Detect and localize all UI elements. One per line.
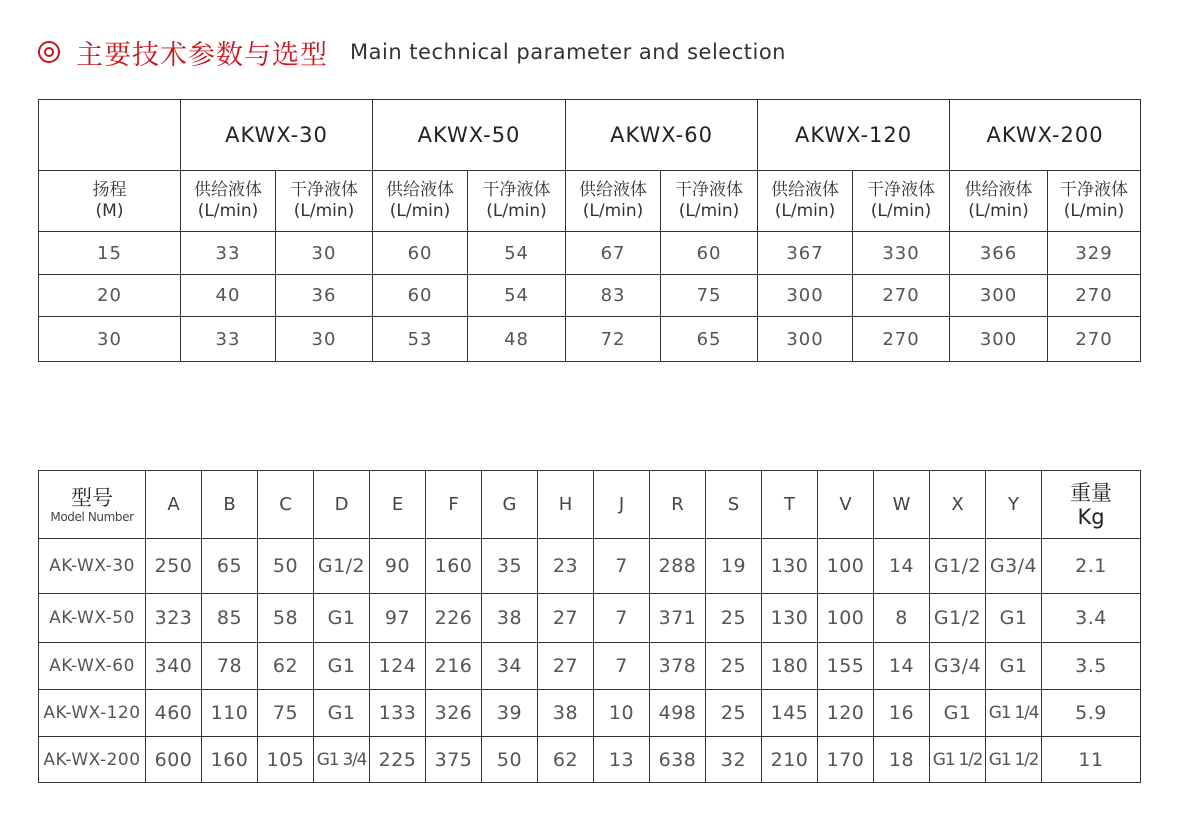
weight-label: 重量 <box>1070 480 1112 505</box>
supply-header <box>950 171 1048 232</box>
dimension-value: 638 <box>650 737 706 783</box>
table-row <box>39 539 1141 594</box>
supply-label: 供给液体 <box>771 180 840 200</box>
column-header: G <box>482 471 538 539</box>
weight-value: 3.5 <box>1042 643 1141 690</box>
clean-label: 干净液体 <box>290 180 358 200</box>
column-header: C <box>258 471 314 539</box>
model-cell: AK-WX-60 <box>39 643 146 690</box>
dimension-value: 340 <box>146 643 202 690</box>
dimension-value: 65 <box>202 539 258 594</box>
dimension-value: 226 <box>426 594 482 643</box>
flow-value: 60 <box>373 232 468 275</box>
dimension-value: 145 <box>762 690 818 737</box>
column-header: E <box>370 471 426 539</box>
model-header: AKWX-60 <box>566 100 758 171</box>
weight-value: 5.9 <box>1042 690 1141 737</box>
dimension-value: 210 <box>762 737 818 783</box>
dimension-value: 35 <box>482 539 538 594</box>
flow-value: 53 <box>373 317 468 362</box>
clean-header <box>468 171 566 232</box>
flow-value: 54 <box>468 275 566 317</box>
flow-value: 33 <box>181 232 276 275</box>
column-header: W <box>874 471 930 539</box>
flow-value: 83 <box>566 275 661 317</box>
dimension-value: G1 <box>986 643 1042 690</box>
column-header: X <box>930 471 986 539</box>
clean-header <box>1048 171 1141 232</box>
corner-cell <box>39 100 181 171</box>
table-row <box>39 690 1141 737</box>
dimension-value: 110 <box>202 690 258 737</box>
model-number-header <box>39 471 146 539</box>
dimension-value: G1 <box>314 594 370 643</box>
weight-value: 11 <box>1042 737 1141 783</box>
dimension-value: 170 <box>818 737 874 783</box>
model-header: AKWX-50 <box>373 100 566 171</box>
flow-unit: (L/min) <box>486 201 547 221</box>
dimension-value: 130 <box>762 539 818 594</box>
sub-header-row <box>39 171 1141 232</box>
dimension-value: 124 <box>370 643 426 690</box>
flow-value: 270 <box>1048 317 1141 362</box>
head-value: 20 <box>39 275 181 317</box>
dimension-value: G1/2 <box>930 594 986 643</box>
column-header: A <box>146 471 202 539</box>
dimension-value: 155 <box>818 643 874 690</box>
flow-value: 65 <box>661 317 758 362</box>
column-header: F <box>426 471 482 539</box>
column-header: H <box>538 471 594 539</box>
table-row <box>39 643 1141 690</box>
model-cell: AK-WX-30 <box>39 539 146 594</box>
flow-value: 30 <box>276 232 373 275</box>
dimension-value: 160 <box>426 539 482 594</box>
column-header: V <box>818 471 874 539</box>
dimension-value: 97 <box>370 594 426 643</box>
dimension-value: 8 <box>874 594 930 643</box>
weight-header <box>1042 471 1141 539</box>
dimension-value: 600 <box>146 737 202 783</box>
dimension-value: 326 <box>426 690 482 737</box>
flow-value: 54 <box>468 232 566 275</box>
dimension-value: G3/4 <box>930 643 986 690</box>
supply-label: 供给液体 <box>386 180 455 200</box>
head-value: 30 <box>39 317 181 362</box>
dimension-value: 23 <box>538 539 594 594</box>
head-header <box>39 171 181 232</box>
column-header: J <box>594 471 650 539</box>
column-header: Y <box>986 471 1042 539</box>
flow-unit: (L/min) <box>293 201 355 221</box>
supply-label: 供给液体 <box>579 180 648 200</box>
dimension-value: 16 <box>874 690 930 737</box>
flow-value: 48 <box>468 317 566 362</box>
flow-value: 30 <box>276 317 373 362</box>
dimension-value: 90 <box>370 539 426 594</box>
flow-value: 60 <box>661 232 758 275</box>
flow-unit: (L/min) <box>197 201 259 221</box>
dimension-value: 38 <box>482 594 538 643</box>
dimension-value: 75 <box>258 690 314 737</box>
dimension-value: 10 <box>594 690 650 737</box>
table-row <box>39 737 1141 783</box>
title-english: Main technical parameter and selection <box>350 40 786 64</box>
flow-value: 270 <box>1048 275 1141 317</box>
flow-value: 67 <box>566 232 661 275</box>
dimension-value: 39 <box>482 690 538 737</box>
weight-value: 2.1 <box>1042 539 1141 594</box>
dimension-value: 25 <box>706 594 762 643</box>
dimension-value: 130 <box>762 594 818 643</box>
dimension-value: 100 <box>818 539 874 594</box>
double-circle-icon <box>38 41 60 63</box>
dimension-value: 25 <box>706 643 762 690</box>
column-header: B <box>202 471 258 539</box>
dimension-value: 7 <box>594 539 650 594</box>
dimension-value: G1/2 <box>314 539 370 594</box>
model-label-zh: 型号 <box>71 485 113 510</box>
supply-header <box>181 171 276 232</box>
clean-label: 干净液体 <box>482 180 551 200</box>
dimension-value: G1 <box>930 690 986 737</box>
dimension-value: 288 <box>650 539 706 594</box>
flow-value: 75 <box>661 275 758 317</box>
dimension-value: 27 <box>538 643 594 690</box>
head-label: 扬程 <box>92 180 127 200</box>
model-header: AKWX-120 <box>758 100 950 171</box>
dimension-value: 7 <box>594 643 650 690</box>
flow-value: 330 <box>853 232 950 275</box>
supply-label: 供给液体 <box>194 180 262 200</box>
dimension-value: 58 <box>258 594 314 643</box>
title-chinese: 主要技术参数与选型 <box>76 39 328 71</box>
clean-header <box>276 171 373 232</box>
flow-value: 329 <box>1048 232 1141 275</box>
dimension-value: 18 <box>874 737 930 783</box>
table-row <box>39 594 1141 643</box>
flow-value: 300 <box>950 275 1048 317</box>
dimension-value: G1 <box>314 690 370 737</box>
flow-unit: (L/min) <box>968 201 1029 221</box>
dimension-value: 25 <box>706 690 762 737</box>
model-label-en: Model Number <box>50 509 134 524</box>
column-header: D <box>314 471 370 539</box>
dimension-header-row <box>39 471 1141 539</box>
dimension-value: G1/2 <box>930 539 986 594</box>
dimension-value: G1 1/2 <box>986 737 1042 783</box>
dimension-value: 34 <box>482 643 538 690</box>
dimension-value: 19 <box>706 539 762 594</box>
model-cell: AK-WX-50 <box>39 594 146 643</box>
weight-value: 3.4 <box>1042 594 1141 643</box>
flow-unit: (L/min) <box>389 201 451 221</box>
flow-value: 366 <box>950 232 1048 275</box>
supply-header <box>566 171 661 232</box>
flow-unit: (L/min) <box>870 201 932 221</box>
weight-unit: Kg <box>1077 504 1105 529</box>
flow-value: 270 <box>853 317 950 362</box>
flow-value: 36 <box>276 275 373 317</box>
flow-value: 33 <box>181 317 276 362</box>
supply-header <box>373 171 468 232</box>
column-header: T <box>762 471 818 539</box>
flow-value: 40 <box>181 275 276 317</box>
dimension-value: 133 <box>370 690 426 737</box>
dimension-value: 105 <box>258 737 314 783</box>
clean-label: 干净液体 <box>1060 180 1129 200</box>
dimension-value: G1 <box>314 643 370 690</box>
dimension-value: 180 <box>762 643 818 690</box>
table-row <box>39 317 1141 362</box>
dimension-value: G1 3/4 <box>314 737 370 783</box>
dimension-value: 62 <box>258 643 314 690</box>
model-header: AKWX-200 <box>950 100 1141 171</box>
clean-label: 干净液体 <box>675 180 744 200</box>
dimension-value: 375 <box>426 737 482 783</box>
dimension-value: G1 1/4 <box>986 690 1042 737</box>
flow-value: 300 <box>758 317 853 362</box>
table-row <box>39 232 1141 275</box>
dimension-value: G1 1/2 <box>930 737 986 783</box>
flow-value: 60 <box>373 275 468 317</box>
dimension-value: 100 <box>818 594 874 643</box>
dimension-value: 50 <box>258 539 314 594</box>
dimension-value: 7 <box>594 594 650 643</box>
clean-header <box>853 171 950 232</box>
flow-value: 72 <box>566 317 661 362</box>
model-cell: AK-WX-120 <box>39 690 146 737</box>
page-title <box>38 30 786 74</box>
model-header: AKWX-30 <box>181 100 373 171</box>
flow-unit: (L/min) <box>774 201 836 221</box>
dimension-value: 498 <box>650 690 706 737</box>
dimension-table <box>38 470 1141 783</box>
flow-unit: (L/min) <box>582 201 644 221</box>
flow-rate-table <box>38 99 1141 362</box>
flow-value: 300 <box>758 275 853 317</box>
model-header-row <box>39 100 1141 171</box>
dimension-value: 371 <box>650 594 706 643</box>
model-cell: AK-WX-200 <box>39 737 146 783</box>
dimension-value: 27 <box>538 594 594 643</box>
dimension-value: 250 <box>146 539 202 594</box>
dimension-value: 14 <box>874 539 930 594</box>
dimension-value: G1 <box>986 594 1042 643</box>
dimension-value: 32 <box>706 737 762 783</box>
head-unit: (M) <box>95 201 124 221</box>
dimension-value: 225 <box>370 737 426 783</box>
dimension-value: 85 <box>202 594 258 643</box>
flow-unit: (L/min) <box>1063 201 1125 221</box>
flow-unit: (L/min) <box>678 201 740 221</box>
dimension-value: 13 <box>594 737 650 783</box>
dimension-value: 62 <box>538 737 594 783</box>
dimension-value: G3/4 <box>986 539 1042 594</box>
dimension-value: 14 <box>874 643 930 690</box>
supply-header <box>758 171 853 232</box>
dimension-value: 460 <box>146 690 202 737</box>
column-header: S <box>706 471 762 539</box>
dimension-value: 216 <box>426 643 482 690</box>
clean-label: 干净液体 <box>867 180 936 200</box>
flow-value: 270 <box>853 275 950 317</box>
dimension-value: 378 <box>650 643 706 690</box>
dimension-value: 323 <box>146 594 202 643</box>
table-row <box>39 275 1141 317</box>
dimension-value: 160 <box>202 737 258 783</box>
clean-header <box>661 171 758 232</box>
dimension-value: 120 <box>818 690 874 737</box>
supply-label: 供给液体 <box>964 180 1033 200</box>
dimension-value: 78 <box>202 643 258 690</box>
dimension-value: 38 <box>538 690 594 737</box>
flow-value: 367 <box>758 232 853 275</box>
dimension-value: 50 <box>482 737 538 783</box>
column-header: R <box>650 471 706 539</box>
flow-value: 300 <box>950 317 1048 362</box>
head-value: 15 <box>39 232 181 275</box>
